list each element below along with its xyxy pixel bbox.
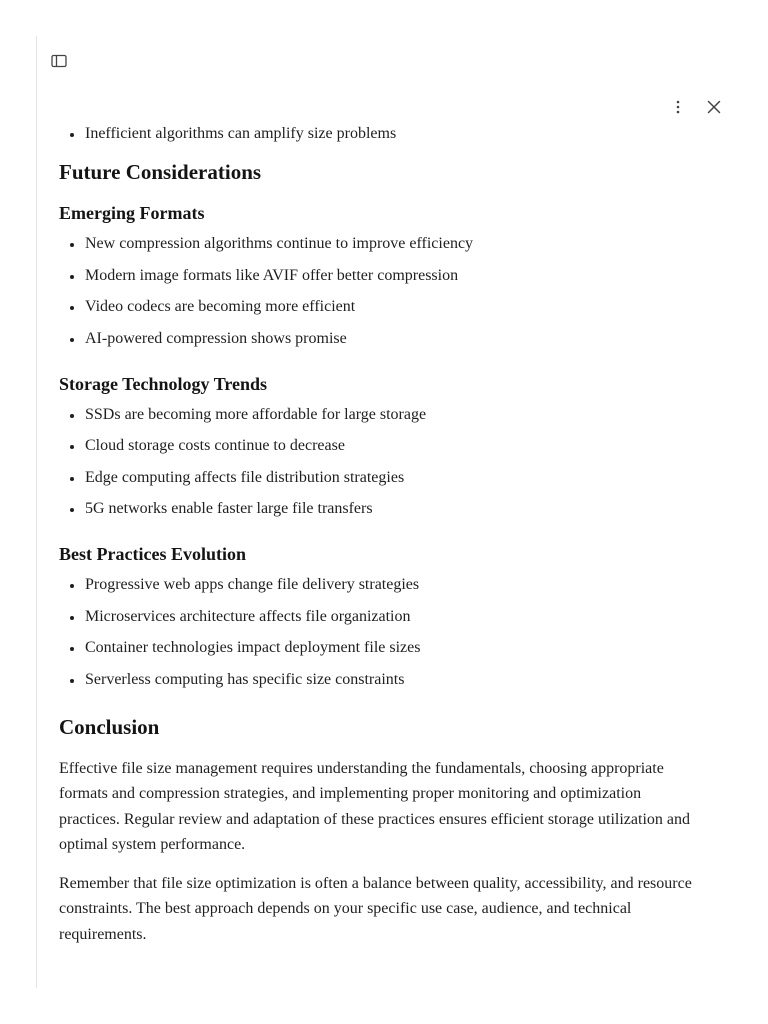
clipped-list <box>59 123 699 144</box>
heading-future-considerations: Future Considerations <box>59 160 262 184</box>
list-item: New compression algorithms continue to improve efficiency <box>85 233 699 254</box>
list-item: Video codecs are becoming more efficient <box>85 296 699 317</box>
list-item: AI-powered compression shows promise <box>85 328 699 349</box>
document-content <box>59 112 699 960</box>
list-item: 5G networks enable faster large file transfers <box>85 498 699 519</box>
best-practices-list <box>59 574 699 690</box>
sidebar-icon[interactable] <box>50 52 68 70</box>
list-item: Progressive web apps change file delivery strategies <box>85 574 699 595</box>
list-item: Inefficient algorithms can amplify size problems <box>85 123 699 144</box>
conclusion-paragraph: Remember that file size optimization is often a balance between quality, accessibility, and resource constraints. The best approach depends on your specific use case, audience, and technical requirements. <box>59 874 692 943</box>
list-item: Cloud storage costs continue to decrease <box>85 435 699 456</box>
list-item: Serverless computing has specific size constraints <box>85 669 699 690</box>
heading-storage-trends: Storage Technology Trends <box>59 373 268 394</box>
emerging-formats-list <box>59 233 699 349</box>
document-panel <box>36 36 768 988</box>
storage-trends-list <box>59 404 699 520</box>
list-item: Edge computing affects file distribution strategies <box>85 467 699 488</box>
list-item: Modern image formats like AVIF offer better compression <box>85 265 699 286</box>
list-item: Container technologies impact deployment file sizes <box>85 637 699 658</box>
close-icon[interactable] <box>703 96 725 118</box>
heading-conclusion: Conclusion <box>59 714 160 739</box>
list-item: SSDs are becoming more affordable for large storage <box>85 404 699 425</box>
heading-best-practices: Best Practices Evolution <box>59 544 246 564</box>
heading-emerging-formats: Emerging Formats <box>59 203 205 223</box>
list-item: Microservices architecture affects file organization <box>85 606 699 627</box>
conclusion-paragraph: Effective file size management requires understanding the fundamentals, choosing appropriate formats and compression strategies, and implementing proper monitoring and optimization practices. Regular review and adaptation of these practices ensures efficient storage utilization and optimal system performance. <box>59 759 690 853</box>
